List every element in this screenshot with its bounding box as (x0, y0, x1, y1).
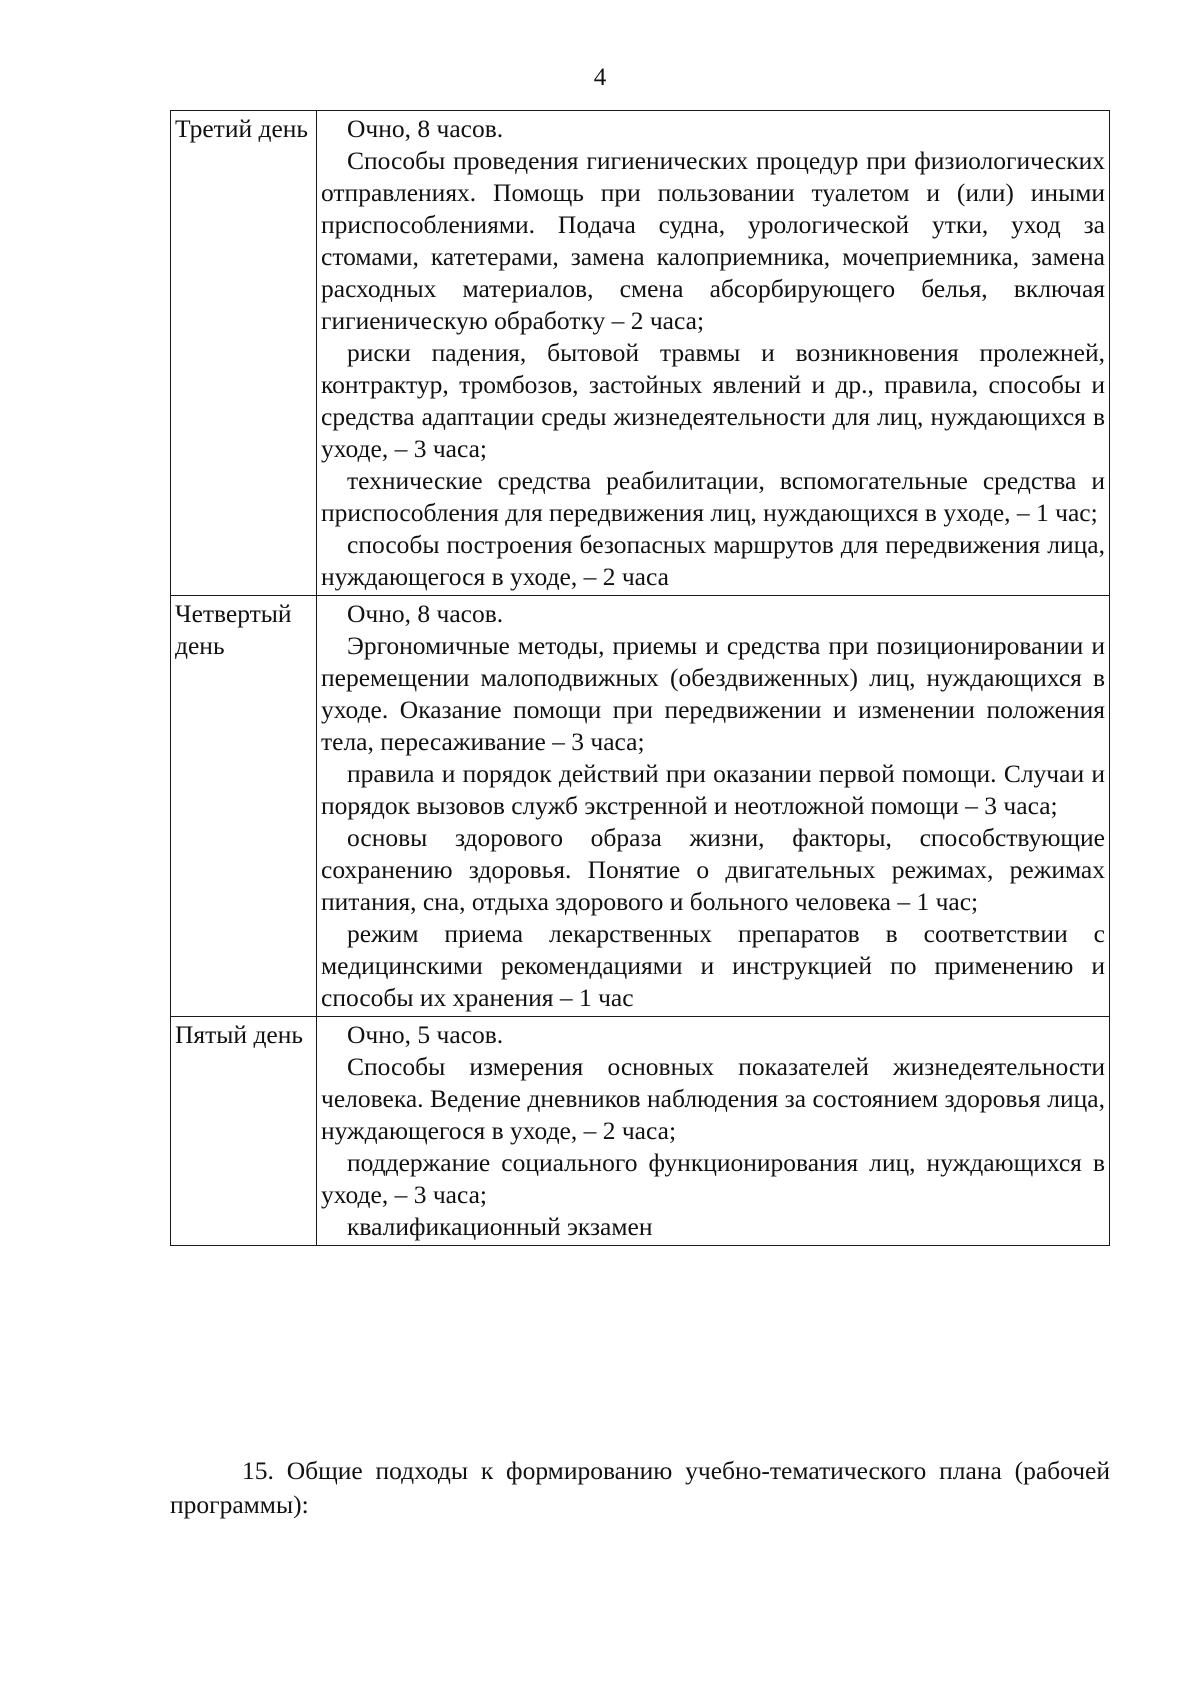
day-content (317, 111, 1110, 596)
paragraph: режим приема лекарственных препаратов в соответствии с медицинскими рекомендациями и инструкцией по применению и способы их хранения – 1 час (321, 919, 1105, 1012)
paragraph: квалификационный экзамен (347, 1212, 653, 1241)
day-content (317, 1017, 1110, 1246)
day-content (317, 596, 1110, 1017)
day-label: Третий день (171, 111, 317, 596)
section-15-heading: 15. Общие подходы к формированию учебно-тематического плана (рабочей программы): (170, 1455, 1110, 1519)
paragraph: Способы измерения основных показателей жизнедеятельности человека. Ведение дневников наблюдения за состоянием здоровья лица, нуждающегося в уходе, – 2 часа; (321, 1052, 1105, 1145)
day-label: Четвертый день (171, 596, 317, 1017)
day-label: Пятый день (171, 1017, 317, 1246)
table-row-day-3 (171, 111, 1110, 596)
paragraph: способы построения безопасных маршрутов для передвижения лица, нуждающегося в уходе, – 2 часа (321, 530, 1105, 591)
paragraph: риски падения, бытовой травмы и возникновения пролежней, контрактур, тромбозов, застойных явлений и др., правила, способы и средства адаптации среды жизнедеятельности для лиц, нуждающихся в уходе, – 3 часа; (321, 338, 1105, 463)
paragraph: Способы проведения гигиенических процедур при физиологических отправлениях. Помощь при пользовании туалетом и (или) иными приспособлениями. Подача судна, урологической утки, уход за стомами, катетерами, замена калоприемника, мочеприемника, замена расходных материалов, смена абсорбирующего белья, включая гигиеническую обработку – 2 часа; (321, 146, 1105, 335)
paragraph: поддержание социального функционирования лиц, нуждающихся в уходе, – 3 часа; (321, 1148, 1105, 1209)
paragraph: основы здорового образа жизни, факторы, способствующие сохранению здоровья. Понятие о двигательных режимах, режимах питания, сна, отдыха здорового и больного человека – 1 час; (321, 823, 1105, 916)
paragraph: правила и порядок действий при оказании первой помощи. Случаи и порядок вызовов служб экстренной и неотложной помощи – 3 часа; (321, 759, 1105, 820)
schedule-table (170, 110, 1110, 1246)
table-row-day-4 (171, 596, 1110, 1017)
table-row-day-5 (171, 1017, 1110, 1246)
paragraph: Очно, 8 часов. (347, 599, 504, 628)
paragraph: Очно, 8 часов. (347, 114, 504, 143)
paragraph: Эргономичные методы, приемы и средства при позиционировании и перемещении малоподвижных (обездвиженных) лиц, нуждающихся в уходе. Оказание помощи при передвижении и изменении положения тела, пересаживание – 3 часа; (321, 631, 1105, 756)
page-number: 4 (593, 64, 607, 91)
paragraph: технические средства реабилитации, вспомогательные средства и приспособления для передвижения лиц, нуждающихся в уходе, – 1 час; (321, 466, 1105, 527)
paragraph: Очно, 5 часов. (347, 1020, 504, 1049)
